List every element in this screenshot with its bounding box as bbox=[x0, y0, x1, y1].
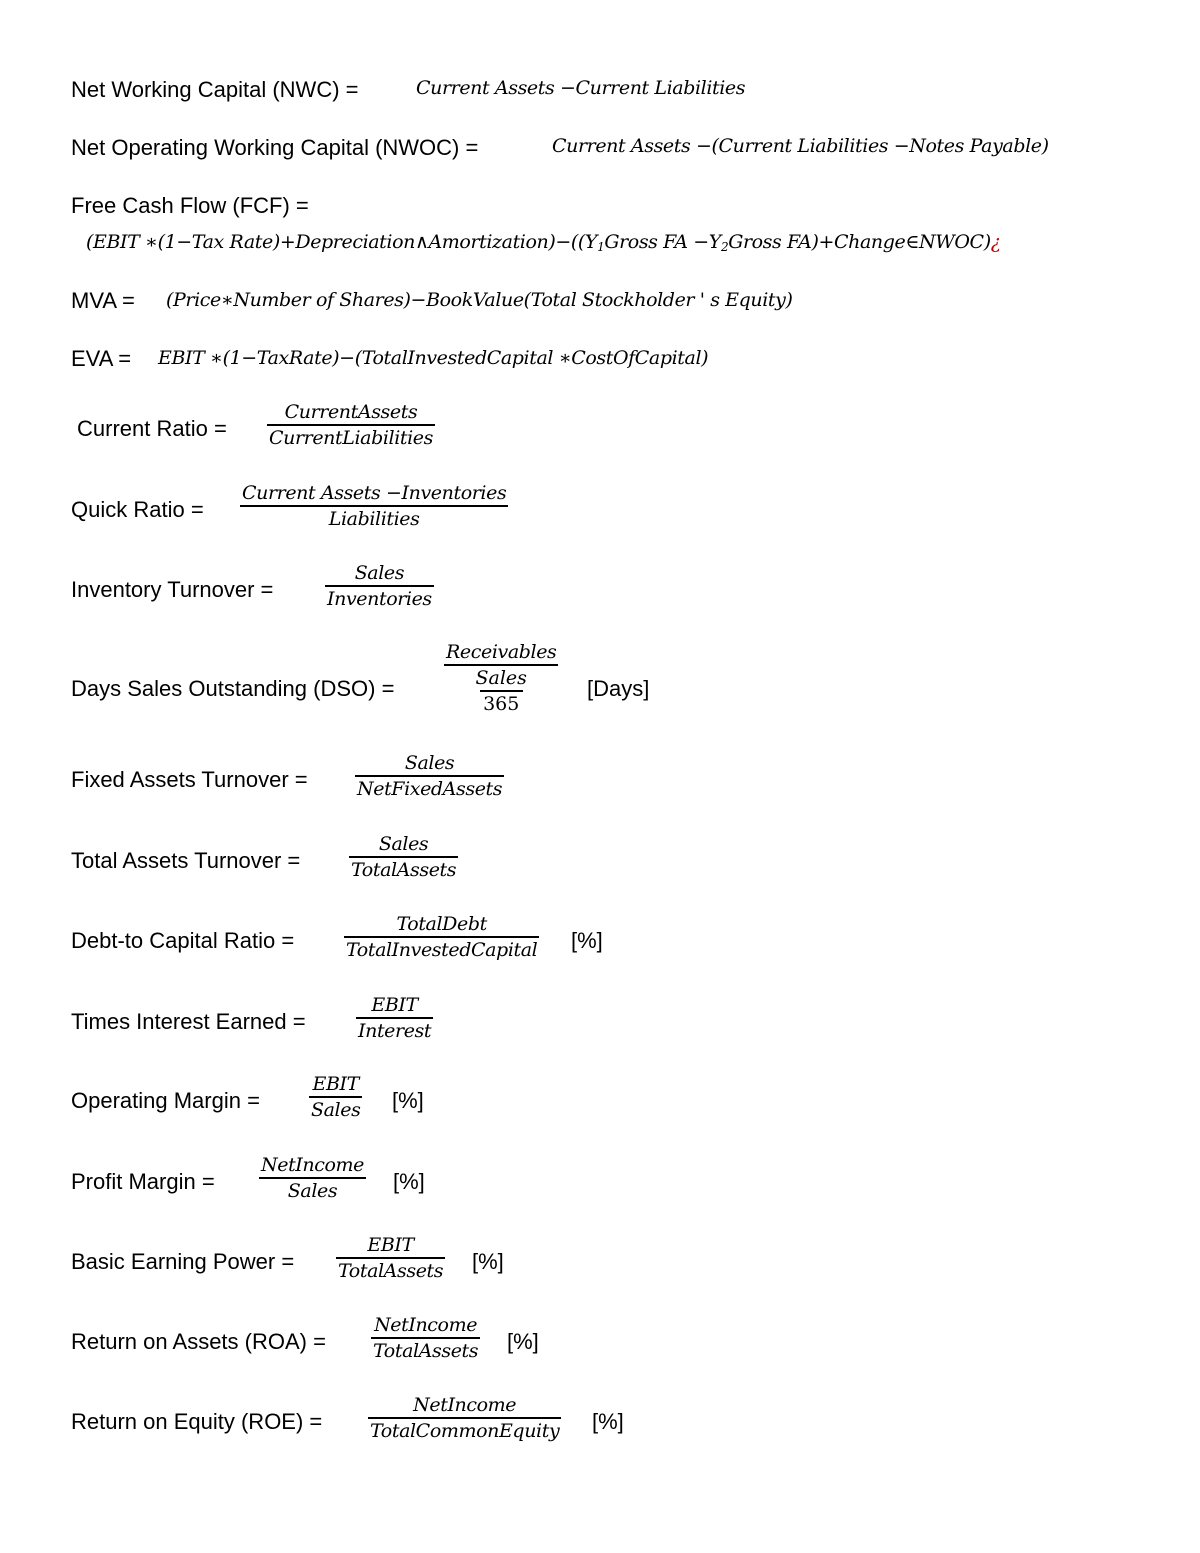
basic-earning-power-unit: [%] bbox=[472, 1249, 504, 1274]
roa-unit: [%] bbox=[507, 1329, 539, 1354]
nowc-label: Net Operating Working Capital (NWOC) = bbox=[71, 135, 479, 160]
eva-label: EVA = bbox=[71, 346, 132, 371]
dso-label: Days Sales Outstanding (DSO) = bbox=[71, 676, 395, 701]
dso-inner-fraction bbox=[474, 666, 529, 716]
dso-inner-denominator: 365 bbox=[483, 693, 520, 715]
debt-to-capital-unit: [%] bbox=[571, 928, 603, 953]
roa-denominator: TotalAssets bbox=[373, 1340, 479, 1362]
mva-formula: (Price∗Number of Shares)−BookValue(Total Stockholder ' s Equity) bbox=[166, 289, 793, 311]
roa-fraction bbox=[371, 1313, 480, 1363]
fcf-label: Free Cash Flow (FCF) = bbox=[71, 193, 309, 218]
fixed-assets-turnover-numerator: Sales bbox=[404, 752, 455, 774]
current-ratio-numerator: CurrentAssets bbox=[284, 401, 418, 423]
total-assets-turnover-fraction bbox=[349, 832, 458, 882]
dso-unit: [Days] bbox=[587, 676, 650, 701]
operating-margin-unit: [%] bbox=[392, 1088, 424, 1113]
quick-ratio-fraction bbox=[240, 481, 508, 531]
current-ratio-fraction bbox=[267, 400, 435, 450]
inventory-turnover-label: Inventory Turnover = bbox=[71, 577, 274, 602]
times-interest-earned-fraction bbox=[356, 993, 433, 1043]
inventory-turnover-denominator: Inventories bbox=[327, 588, 432, 610]
quick-ratio-numerator: Current Assets −Inventories bbox=[242, 482, 507, 504]
debt-to-capital-denominator: TotalInvestedCapital bbox=[346, 939, 538, 961]
inventory-turnover-fraction bbox=[325, 561, 434, 611]
roe-denominator: TotalCommonEquity bbox=[370, 1420, 560, 1442]
fixed-assets-turnover-fraction bbox=[355, 751, 504, 801]
dso-fraction bbox=[444, 640, 558, 716]
profit-margin-numerator: NetIncome bbox=[261, 1154, 364, 1176]
profit-margin-fraction bbox=[259, 1153, 366, 1203]
debt-to-capital-label: Debt-to Capital Ratio = bbox=[71, 928, 295, 953]
total-assets-turnover-label: Total Assets Turnover = bbox=[71, 848, 301, 873]
total-assets-turnover-denominator: TotalAssets bbox=[351, 859, 457, 881]
basic-earning-power-fraction bbox=[336, 1233, 445, 1283]
current-ratio-label: Current Ratio = bbox=[77, 416, 227, 441]
dso-inner-numerator: Sales bbox=[475, 667, 527, 689]
debt-to-capital-numerator: TotalDebt bbox=[396, 913, 487, 935]
quick-ratio-label: Quick Ratio = bbox=[71, 497, 204, 522]
quick-ratio-denominator: Liabilities bbox=[328, 508, 420, 530]
nwc-label: Net Working Capital (NWC) = bbox=[71, 77, 359, 102]
nwc-formula: Current Assets −Current Liabilities bbox=[416, 77, 746, 99]
eva-formula: EBIT ∗(1−TaxRate)−(TotalInvestedCapital ∗CostOfCapital) bbox=[158, 347, 709, 369]
roe-unit: [%] bbox=[592, 1409, 624, 1434]
times-interest-earned-numerator: EBIT bbox=[371, 994, 418, 1016]
basic-earning-power-numerator: EBIT bbox=[367, 1234, 414, 1256]
profit-margin-unit: [%] bbox=[393, 1169, 425, 1194]
roe-fraction bbox=[368, 1393, 561, 1443]
roa-label: Return on Assets (ROA) = bbox=[71, 1329, 326, 1354]
total-assets-turnover-numerator: Sales bbox=[378, 833, 429, 855]
dso-numerator: Receivables bbox=[446, 641, 557, 663]
fcf-formula: (EBIT ∗(1−Tax $Rate)+Depreciation\wedge Amortization)-((Y_1Gross$ FA $-Y_2Gross$ FA)+Change∈NWOC)¿ bbox=[86, 231, 1001, 254]
roa-numerator: NetIncome bbox=[374, 1314, 478, 1336]
operating-margin-fraction bbox=[309, 1072, 362, 1122]
basic-earning-power-label: Basic Earning Power = bbox=[71, 1249, 295, 1274]
basic-earning-power-denominator: TotalAssets bbox=[338, 1260, 444, 1282]
debt-to-capital-fraction bbox=[344, 912, 539, 962]
profit-margin-label: Profit Margin = bbox=[71, 1169, 215, 1194]
inventory-turnover-numerator: Sales bbox=[354, 562, 405, 584]
times-interest-earned-label: Times Interest Earned = bbox=[71, 1009, 306, 1034]
operating-margin-numerator: EBIT bbox=[312, 1073, 359, 1095]
fixed-assets-turnover-denominator: NetFixedAssets bbox=[357, 778, 503, 800]
fixed-assets-turnover-label: Fixed Assets Turnover = bbox=[71, 767, 308, 792]
roe-numerator: NetIncome bbox=[413, 1394, 517, 1416]
current-ratio-denominator: CurrentLiabilities bbox=[269, 427, 433, 449]
times-interest-earned-denominator: Interest bbox=[358, 1020, 432, 1042]
mva-label: MVA = bbox=[71, 288, 135, 313]
nowc-formula: Current Assets −(Current Liabilities −Notes Payable) bbox=[552, 135, 1049, 157]
operating-margin-label: Operating Margin = bbox=[71, 1088, 260, 1113]
profit-margin-denominator: Sales bbox=[287, 1180, 338, 1202]
roe-label: Return on Equity (ROE) = bbox=[71, 1409, 323, 1434]
operating-margin-denominator: Sales bbox=[311, 1099, 361, 1121]
